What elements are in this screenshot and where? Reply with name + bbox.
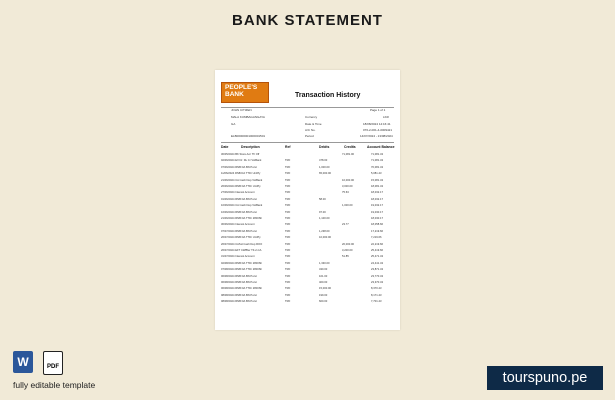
- document-heading: Transaction History: [295, 92, 361, 99]
- cell-balance: 15,081.43: [371, 178, 383, 182]
- cell-ref: TRF: [285, 293, 291, 297]
- table-row: [221, 230, 394, 235]
- cell-ref: TRF: [285, 191, 291, 195]
- cell-date: 16/06/2024 RNB DA BN Purst: [221, 210, 257, 214]
- cell-balance: 23,770.43: [371, 274, 383, 278]
- cell-debit: 15,000.00: [319, 287, 331, 291]
- page-info: Page 1 of 1: [370, 108, 386, 112]
- table-row: [221, 255, 394, 260]
- cell-ref: TRF: [285, 236, 291, 240]
- table-row: [221, 198, 394, 203]
- cell-balance: 23,370.43: [371, 281, 383, 284]
- bank-logo-text: PEOPLE'S BANK: [225, 84, 258, 98]
- column-header-credits: Credits: [344, 145, 356, 149]
- cell-ref: TRF: [285, 242, 291, 246]
- cell-credit: 20,000.00: [342, 242, 354, 246]
- cell-balance: 18,032.17: [371, 191, 383, 195]
- account-number-value: 076-2-001-4-0009421: [363, 128, 393, 132]
- cell-balance: 18,081.43: [371, 185, 383, 188]
- cell-ref: TRF: [285, 223, 291, 227]
- table-row: [221, 243, 394, 248]
- column-header-ref: Ref: [285, 145, 291, 149]
- table-row: [221, 185, 394, 190]
- cell-debit: 1,238.00: [319, 229, 330, 233]
- cell-balance: 18,058.66: [371, 223, 383, 227]
- brand-badge[interactable]: tourspuno.pe: [487, 366, 603, 390]
- cell-debit: 478.00: [319, 159, 328, 163]
- cell-date: 06/08/2024 RNB DA BN Purst: [221, 274, 257, 278]
- currency-label: Currency: [305, 115, 318, 119]
- table-row: [221, 262, 394, 267]
- cell-balance: 22,219.66: [371, 242, 383, 246]
- table-row: [221, 268, 394, 273]
- table-row: [221, 153, 394, 158]
- cell-ref: TRF: [285, 255, 291, 259]
- cell-date: 26/07/2024 RNB DA TTDr UniPly: [221, 236, 261, 240]
- pdf-icon: PDF: [43, 351, 63, 375]
- cell-date: 08/08/2024 RNB DA BN Purst: [221, 300, 257, 304]
- cell-ref: TRF: [285, 300, 291, 304]
- cell-date: 01/06/2024 RNB DA BN Purst: [221, 197, 257, 201]
- cell-debit: 97.00: [319, 210, 326, 214]
- customer-address-2: GA: [231, 122, 236, 126]
- cell-balance: 24,441.43: [371, 261, 383, 265]
- cell-credit: 75.63: [342, 191, 349, 195]
- cell-balance: 7,219.66: [371, 236, 382, 240]
- cell-date: 27/06/2024 Interest Account: [221, 191, 255, 195]
- cell-balance: 19,030.17: [371, 210, 383, 214]
- page-title: BANK STATEMENT: [232, 12, 383, 29]
- cell-balance: 23,871.43: [371, 268, 383, 272]
- template-label: fully editable template: [13, 380, 96, 390]
- word-icon: W: [13, 351, 33, 373]
- cell-ref: TRF: [285, 204, 291, 208]
- cell-date: 07/08/2024 RNB DA TTDr 2800Sh: [221, 268, 263, 272]
- cell-balance: 8,171.43: [371, 293, 382, 297]
- table-row: [221, 300, 394, 305]
- cell-date: 26/07/2024 CASH Cash Dep ROO: [221, 242, 263, 246]
- period-value: 14/07/2024 - 13/08/2024: [360, 134, 393, 138]
- cell-balance: 18,032.17: [371, 197, 383, 201]
- customer-address-1: MALA KUMBAGANGAYA: [231, 115, 265, 119]
- cell-date: 26/07/2024 EFT CWBfer TF-2-CA: [221, 249, 262, 252]
- cell-ref: TRF: [285, 287, 291, 291]
- table-row: [221, 287, 394, 292]
- cell-ref: TRF: [285, 210, 291, 214]
- table-row: [221, 211, 394, 216]
- cell-balance: 17,219.66: [371, 229, 383, 233]
- customer-account: ELB00000001000001501: [231, 134, 266, 138]
- cell-ref: TRF: [285, 261, 291, 265]
- cell-date: 26/06/2024 RNB DA TTDr UniPly: [221, 185, 261, 188]
- cell-balance: 71,081.43: [371, 159, 383, 163]
- bank-logo: [221, 82, 269, 103]
- currency-value: LKR: [383, 115, 389, 119]
- cell-ref: TRF: [285, 185, 291, 188]
- cell-debit: 58.00: [319, 197, 326, 201]
- cell-credit: 23.77: [342, 223, 349, 227]
- cell-credit: 3,200.00: [342, 249, 353, 252]
- cell-credit: 1,000.00: [342, 204, 353, 208]
- cell-ref: TRF: [285, 217, 291, 220]
- cell-date: 21/06/2024 RNB DA TTDr 2800Sh: [221, 217, 263, 220]
- cell-balance: 70,081.43: [371, 165, 383, 169]
- account-number-label: A/C No.: [305, 128, 316, 132]
- table-row: [221, 172, 394, 177]
- cell-ref: TRF: [285, 197, 291, 201]
- meta-divider: [221, 142, 394, 143]
- datetime-label: Date & Time: [305, 122, 322, 126]
- datetime-value: 18/08/2024 14:16:41: [363, 122, 391, 126]
- cell-ref: TRF: [285, 178, 291, 182]
- cell-date: 11/06/2024 RNB DA TTDr UniPly: [221, 172, 261, 176]
- cell-date: 06/08/2024 RNB DA BN Purst: [221, 281, 257, 284]
- cell-credit: 71,081.00: [342, 153, 354, 156]
- cell-balance: 5,081.43: [371, 172, 382, 176]
- table-row: [221, 204, 394, 209]
- column-header-balance: Account Balance: [367, 145, 395, 149]
- cell-balance: 25,419.66: [371, 249, 383, 252]
- cell-date: 10/06/2024 CA Cash Dep VstBank: [221, 204, 263, 208]
- cell-debit: 101.00: [319, 274, 328, 278]
- table-row: [221, 179, 394, 184]
- column-header-date: Date: [221, 145, 229, 149]
- file-format-icons: [13, 351, 73, 375]
- customer-name: JOHN CITIZEN: [231, 108, 252, 112]
- cell-debit: 199.00: [319, 293, 328, 297]
- table-row: [221, 281, 394, 286]
- cell-date: 06/08/2024 RNB DA TTDr 2800Sh: [221, 287, 263, 291]
- table-row: [221, 275, 394, 280]
- cell-date: 07/07/2024 RNB DA BN Purst: [221, 229, 257, 233]
- cell-debit: 430.00: [319, 268, 328, 272]
- cell-balance: 8,370.43: [371, 287, 382, 291]
- cell-date: 02/08/2024 RNB DA TTDr 2800Sh: [221, 261, 263, 265]
- cell-debit: 1,000.00: [319, 165, 330, 169]
- statement-document: [215, 70, 400, 330]
- table-row: [221, 249, 394, 254]
- cell-credit: 3,000.00: [342, 185, 353, 188]
- cell-ref: TRF: [285, 249, 291, 252]
- cell-ref: TRF: [285, 268, 291, 272]
- table-row: [221, 166, 394, 171]
- cell-ref: TRF: [285, 229, 291, 233]
- table-row: [221, 223, 394, 228]
- cell-date: 08/08/2024 RNB DA BN Purst: [221, 293, 257, 297]
- cell-ref: TRF: [285, 159, 291, 163]
- cell-balance: 25,471.43: [371, 255, 383, 259]
- table-row: [221, 236, 394, 241]
- column-header-description: Description: [241, 145, 260, 149]
- column-header-debits: Debits: [319, 145, 330, 149]
- cell-date: 30/06/2024 Interest Account: [221, 223, 255, 227]
- cell-date: 07/06/2024 RNB DA BN Purst: [221, 165, 257, 169]
- cell-ref: TRF: [285, 165, 291, 169]
- cell-date: 31/07/2024 Interest Account: [221, 255, 255, 259]
- cell-debit: 65,000.00: [319, 172, 331, 176]
- cell-debit: 600.00: [319, 300, 328, 304]
- cell-balance: 71,081.43: [371, 153, 383, 156]
- table-row: [221, 159, 394, 164]
- cell-date: 02/06/2024 EX Dr. DL Cr VstBank: [221, 159, 262, 163]
- cell-ref: TRF: [285, 274, 291, 278]
- table-row: [221, 217, 394, 222]
- cell-debit: 1,330.00: [319, 261, 330, 265]
- table-row: [221, 191, 394, 196]
- cell-balance: 18,030.17: [371, 217, 383, 220]
- cell-date: 30/05/2024 BK Store Acc Tfr Off: [221, 153, 260, 156]
- cell-balance: 19,032.17: [371, 204, 383, 208]
- cell-debit: 10,000.00: [319, 236, 331, 240]
- period-label: Period: [305, 134, 314, 138]
- cell-credit: 10,000.00: [342, 178, 354, 182]
- cell-debit: 1,100.00: [319, 217, 330, 220]
- cell-ref: TRF: [285, 281, 291, 284]
- cell-balance: 7,701.43: [371, 300, 382, 304]
- cell-credit: 51.85: [342, 255, 349, 259]
- cell-date: 21/06/2024 CA Cash Dep VstBank: [221, 178, 263, 182]
- table-row: [221, 294, 394, 299]
- cell-debit: 400.00: [319, 281, 328, 284]
- cell-ref: TRF: [285, 172, 291, 176]
